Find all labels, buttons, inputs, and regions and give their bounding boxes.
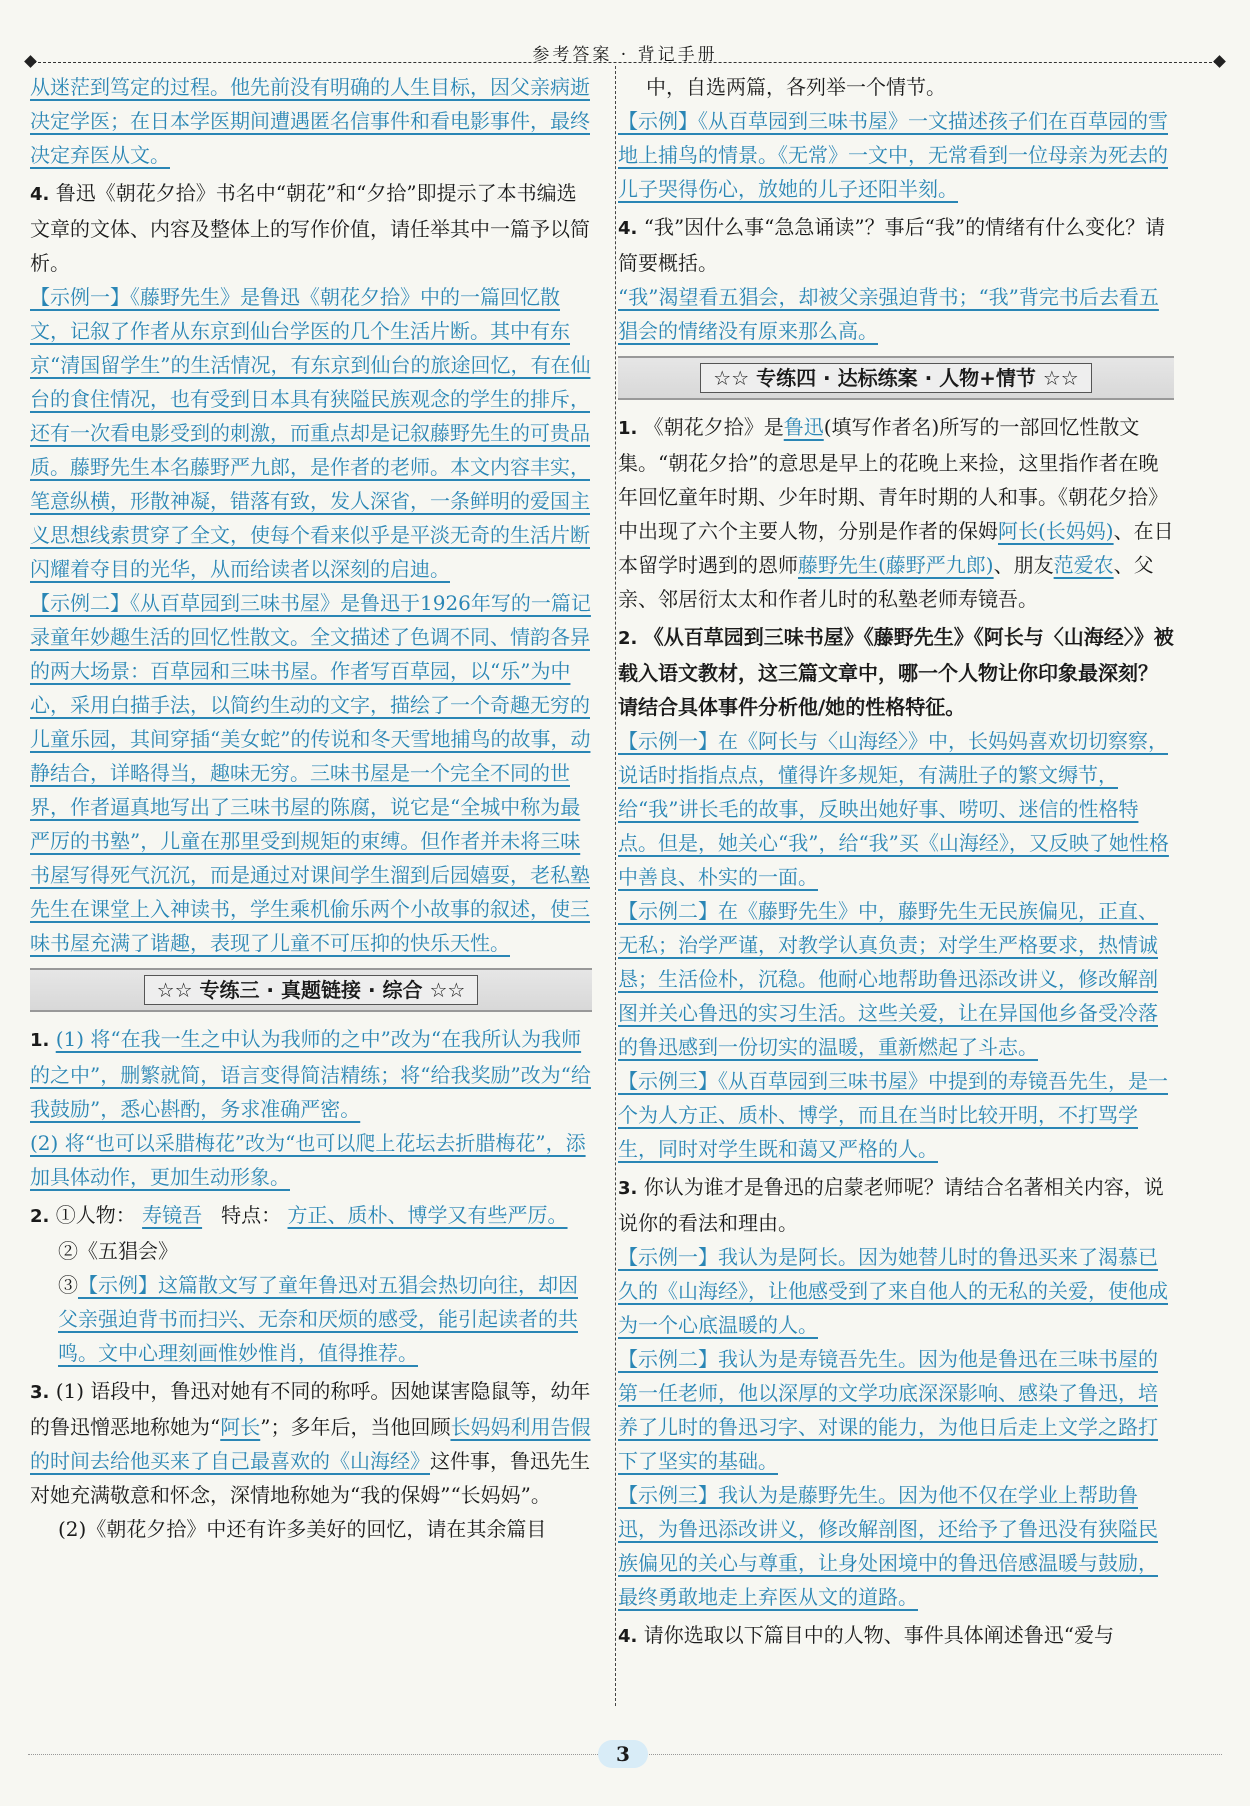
s4-q3-example-3: 【示例三】我认为是藤野先生。因为他不仅在学业上帮助鲁迅，为鲁迅添改讲义，修改解剖图，还给予了鲁迅没有狭隘民族偏见的关心与尊重，让身处困境中的鲁迅倍感温暖与鼓励，最终勇敢地走上弃医从文的道路。 bbox=[618, 1483, 1158, 1609]
header-title: 参考答案 · 背记手册 bbox=[532, 45, 718, 65]
s4-q3-example-2: 【示例二】我认为是寿镜吾先生。因为他是鲁迅在三味书屋的第一任老师，他以深厚的文学功底深深影响、感染了鲁迅，培养了儿时的鲁迅习字、对课的能力，为他日后走上文学之路打下了坚实的基础。 bbox=[618, 1347, 1158, 1473]
left-column bbox=[30, 70, 592, 1546]
s4-q2-example-1: 【示例一】在《阿长与〈山海经〉》中，长妈妈喜欢切切察察，说话时指指点点，懂得许多规矩，有满肚子的繁文缛节，给“我”讲长毛的故事，反映出她好事、唠叨、迷信的性格特点。但是，她关心“我”，给“我”买《山海经》，又反映了她性格中善良、朴实的一面。 bbox=[618, 729, 1169, 889]
q4-example-1: 【示例一】《藤野先生》是鲁迅《朝花夕拾》中的一篇回忆散文，记叙了作者从东京到仙台学医的几个生活片断。其中有东京“清国留学生”的生活情况，有东京到仙台的旅途回忆，有在仙台的食住情况，也有受到日本具有狭隘民族观念的学生的排斥，还有一次看电影受到的刺激，而重点却是记叙藤野先生的可贵品质。藤野先生本名藤野严九郎，是作者的老师。本文内容丰实，笔意纵横，形散神凝，错落有致，发人深省，一条鲜明的爱国主义思想线索贯穿了全文，使每个看来似乎是平淡无奇的生活片断闪耀着夺目的光华，从而给读者以深刻的启迪。 bbox=[30, 285, 591, 581]
s3-question-2-part-3: ③【示例】这篇散文写了童年鲁迅对五猖会热切向往，却因父亲强迫背书而扫兴、无奈和厌烦的感受，能引起读者的共鸣。文中心理刻画惟妙惟肖，值得推荐。 bbox=[58, 1273, 578, 1365]
s4-question-2: 2. 《从百草园到三味书屋》《藤野先生》《阿长与〈山海经〉》被载入语文教材，这三篇文章中，哪一个人物让你印象最深刻？请结合具体事件分析他/她的性格特征。 bbox=[618, 625, 1174, 719]
right-q4-answer: “我”渴望看五猖会，却被父亲强迫背书；“我”背完书后去看五猖会的情绪没有原来那么高。 bbox=[618, 285, 1159, 343]
s3-question-2: 2. ①人物： 寿镜吾 特点： 方正、质朴、博学又有些严厉。 bbox=[30, 1203, 568, 1227]
right-column bbox=[618, 70, 1174, 1654]
page-number: 3 bbox=[598, 1740, 648, 1768]
section-banner-4: ☆☆ 专练四 · 达标练案 · 人物+情节 ☆☆ bbox=[618, 356, 1174, 400]
header-diamond-right bbox=[1213, 55, 1226, 68]
s3-question-1-part-2: (2) 将“也可以采腊梅花”改为“也可以爬上花坛去折腊梅花”，添加具体动作，更加生动形象。 bbox=[30, 1131, 586, 1189]
intro-answer: 从迷茫到笃定的过程。他先前没有明确的人生目标，因父亲病逝决定学医；在日本学医期间遭遇匿名信事件和看电影事件，最终决定弃医从文。 bbox=[30, 75, 590, 167]
q4-example-2: 【示例二】《从百草园到三味书屋》是鲁迅于1926年写的一篇记录童年妙趣生活的回忆性散文。全文描述了色调不同、情韵各异的两大场景：百草园和三味书屋。作者写百草园，以“乐”为中心，采用白描手法，以简约生动的文字，描绘了一个奇趣无穷的儿童乐园，其间穿插“美女蛇”的传说和冬天雪地捕鸟的故事，动静结合，详略得当，趣味无穷。三味书屋是一个完全不同的世界，作者逼真地写出了三味书屋的陈腐，说它是“全城中称为最严厉的书塾”，儿童在那里受到规矩的束缚。但作者并未将三味书屋写得死气沉沉，而是通过对课间学生溜到后园嬉耍，老私塾先生在课堂上入神读书，学生乘机偷乐两个小故事的叙述，使三味书屋充满了谐趣，表现了儿童不可压抑的快乐天性。 bbox=[30, 591, 591, 955]
section-banner-3: ☆☆ 专练三 · 真题链接 · 综合 ☆☆ bbox=[30, 968, 592, 1012]
page-footer bbox=[28, 1740, 1222, 1770]
s3-question-3-part-2: (2)《朝花夕拾》中还有许多美好的回忆，请在其余篇目 bbox=[58, 1517, 547, 1541]
column-divider bbox=[615, 66, 616, 1706]
continued-question: 中，自选两篇，各列举一个情节。 bbox=[646, 75, 946, 99]
s3-question-2-part-2: ②《五猖会》 bbox=[58, 1239, 178, 1263]
s3-question-3: 3. (1) 语段中，鲁迅对她有不同的称呼。因她谋害隐鼠等，幼年的鲁迅憎恶地称她为“阿长”；多年后，当他回顾长妈妈利用告假的时间去给他买来了自己最喜欢的《山海经》这件事，鲁迅先生对她充满敬意和怀念，深情地称她为“我的保姆”“长妈妈”。 bbox=[30, 1379, 591, 1507]
s4-q2-example-3: 【示例三】《从百草园到三味书屋》中提到的寿镜吾先生，是一个为人方正、质朴、博学，而且在当时比较开明，不打骂学生，同时对学生既和蔼又严格的人。 bbox=[618, 1069, 1168, 1161]
s4-q2-example-2: 【示例二】在《藤野先生》中，藤野先生无民族偏见，正直、无私；治学严谨，对教学认真负责；对学生严格要求，热情诚恳；生活俭朴，沉稳。他耐心地帮助鲁迅添改讲义，修改解剖图并关心鲁迅的实习生活。这些关爱，让在异国他乡备受冷落的鲁迅感到一份切实的温暖，重新燃起了斗志。 bbox=[618, 899, 1158, 1059]
header-rule bbox=[28, 62, 1222, 63]
page-header bbox=[28, 40, 1222, 64]
continued-answer: 【示例】《从百草园到三味书屋》一文描述孩子们在百草园的雪地上捕鸟的情景。《无常》一文中，无常看到一位母亲为死去的儿子哭得伤心，放她的儿子还阳半刻。 bbox=[618, 109, 1168, 201]
s4-question-3: 3. 你认为谁才是鲁迅的启蒙老师呢？请结合名著相关内容，说说你的看法和理由。 bbox=[618, 1175, 1164, 1235]
s4-q3-example-1: 【示例一】我认为是阿长。因为她替儿时的鲁迅买来了渴慕已久的《山海经》，让他感受到了来自他人的无私的关爱，使他成为一个心底温暖的人。 bbox=[618, 1245, 1168, 1337]
s4-question-4: 4. 请你选取以下篇目中的人物、事件具体阐述鲁迅“爱与 bbox=[618, 1623, 1114, 1647]
question-4: 4. 鲁迅《朝花夕拾》书名中“朝花”和“夕拾”即提示了本书编选文章的文体、内容及整体上的写作价值，请任举其中一篇予以简析。 bbox=[30, 181, 590, 275]
s3-question-1: 1. (1) 将“在我一生之中认为我师的之中”改为“在我所认为我师的之中”，删繁就简，语言变得简洁精练；将“给我奖励”改为“给我鼓励”，悉心斟酌，务求准确严密。 bbox=[30, 1027, 591, 1121]
right-question-4: 4. “我”因什么事“急急诵读”？事后“我”的情绪有什么变化？请简要概括。 bbox=[618, 215, 1166, 275]
s4-question-1: 1. 《朝花夕拾》是鲁迅(填写作者名)所写的一部回忆性散文集。“朝花夕拾”的意思是早上的花晚上来捡，这里指作者在晚年回忆童年时期、少年时期、青年时期的人和事。《朝花夕拾》中出现了六个主要人物，分别是作者的保姆阿长(长妈妈)、在日本留学时遇到的恩师藤野先生(藤野严九郎)、朋友范爱农、父亲、邻居衍太太和作者儿时的私塾老师寿镜吾。 bbox=[618, 415, 1174, 611]
header-diamond-left bbox=[24, 55, 37, 68]
